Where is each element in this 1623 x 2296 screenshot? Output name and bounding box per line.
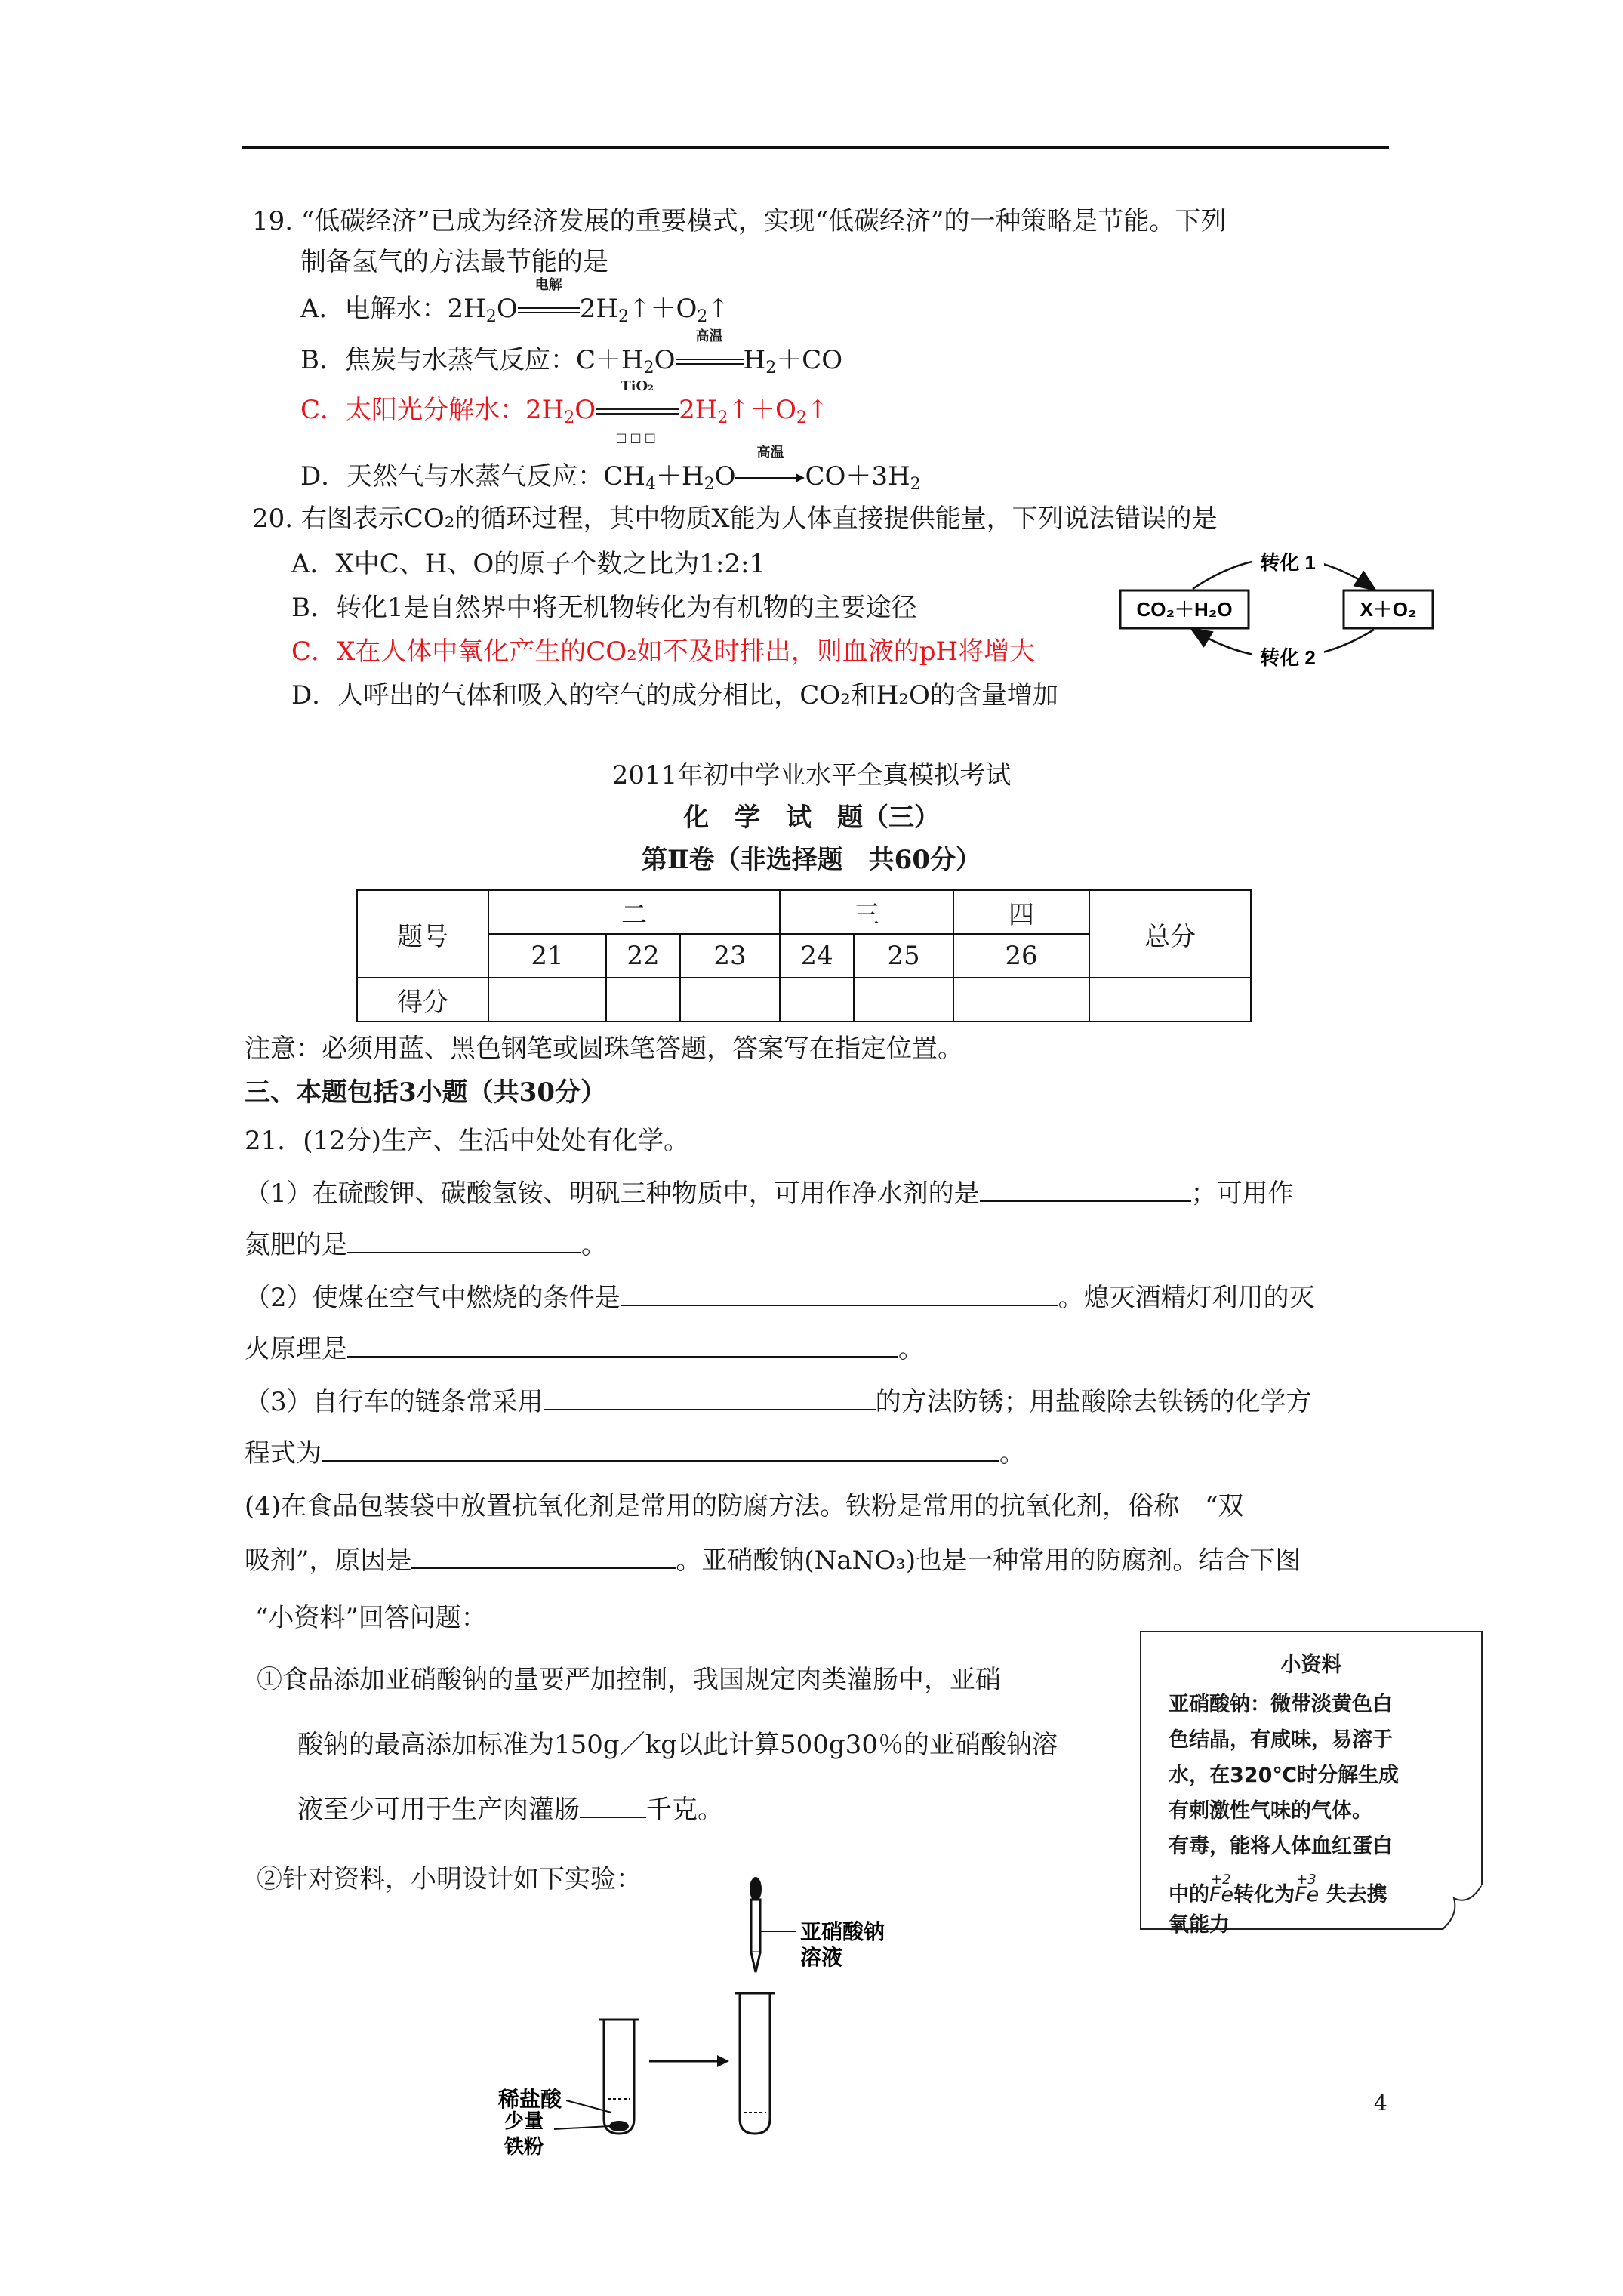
test-tube-right — [735, 1993, 775, 2134]
q19-option-a: A．电解水：$2H_2O$ 电解 $2H_2↑+O_2↑$ — [300, 277, 729, 326]
answer-blank-extinguish[interactable] — [347, 1333, 898, 1358]
q19-line2: 制备氢气的方法最节能的是 — [300, 247, 608, 277]
info-box-line1: 亚硝酸钠：微带淡黄色白 — [1169, 1693, 1393, 1716]
score-cell — [953, 978, 1089, 1022]
dropper-label-1: 亚硝酸钠 — [800, 1920, 885, 1943]
score-cell — [680, 978, 780, 1022]
answer-blank-purifier[interactable] — [980, 1178, 1191, 1202]
q21-part4-line3: “小资料”回答问题： — [255, 1603, 487, 1633]
right-box-label: X＋O₂ — [1360, 598, 1417, 621]
co2-cycle-diagram — [1110, 535, 1442, 678]
score-table-q22: 22 — [606, 934, 680, 978]
info-box-line6: 中的 +2 Fe转化为 +3 Fe 失去携 — [1169, 1872, 1387, 1906]
iron-label-1: 少量 — [504, 2110, 544, 2132]
conversion-1-label: 转化 1 — [1260, 551, 1316, 574]
score-cell — [488, 978, 606, 1022]
q20-stem: 20. 右图表示CO₂的循环过程，其中物质X能为人体直接提供能量，下列说法错误的是 — [252, 504, 1218, 534]
q20-option-c: C．X在人体中氧化产生的CO₂如不及时排出，则血液的pH将增大 — [291, 636, 1036, 667]
q20-option-d: D．人呼出的气体和吸入的空气的成分相比，CO₂和H₂O的含量增加 — [291, 680, 1058, 710]
q19-option-c: C．太阳光分解水：$2H_2O$ TiO₂ □□□ $2H_2↑+O_2↑$ — [300, 378, 829, 445]
q21-stem: 21．(12分)生产、生活中处处有化学。 — [245, 1126, 690, 1156]
q21-part4-line2: 吸剂”，原因是 。亚硝酸钠(NaNO₃)也是一种常用的防腐剂。结合下图 — [245, 1546, 1301, 1576]
q21-sub1-line2: 酸钠的最高添加标准为150g／kg以此计算500g30％的亚硝酸钠溶 — [297, 1730, 1058, 1760]
page-curl-icon — [1443, 1885, 1483, 1930]
info-box-line7: 氧能力 — [1169, 1913, 1230, 1937]
q21-part1-line1: （1）在硫酸钾、碳酸氢铵、明矾三种物质中，可用作净水剂的是 ；可用作 — [245, 1179, 1294, 1209]
answer-blank-fertilizer[interactable] — [347, 1229, 581, 1253]
answer-blank-double-absorbent[interactable] — [411, 1545, 676, 1569]
score-table — [356, 889, 1252, 1022]
acid-label: 稀盐酸 — [498, 2088, 562, 2111]
info-box-line5: 有毒，能将人体血红蛋白 — [1169, 1835, 1393, 1858]
page-number: 4 — [1374, 2091, 1387, 2116]
answer-blank-rust-prevention[interactable] — [544, 1386, 876, 1410]
info-box — [1140, 1631, 1483, 1937]
q20-option-a: A．X中C、H、O的原子个数之比为1:2:1 — [291, 549, 766, 579]
score-table-q25: 25 — [854, 934, 953, 978]
q21-sub1-line3: 液至少可用于生产肉灌肠 千克。 — [297, 1795, 723, 1825]
q21-sub2: ②针对资料，小明设计如下实验： — [257, 1864, 642, 1894]
answer-blank-equation[interactable] — [322, 1438, 999, 1462]
test-tube-left — [599, 2020, 639, 2134]
left-box-label: CO₂＋H₂O — [1136, 598, 1233, 621]
iron-label-2: 铁粉 — [504, 2135, 544, 2158]
q21-part3-line1: （3）自行车的链条常采用 的方法防锈；用盐酸除去铁锈的化学方 — [245, 1387, 1312, 1417]
answer-blank-combustion[interactable] — [621, 1282, 1058, 1306]
info-box-line4: 有刺激性气味的气体。 — [1169, 1799, 1372, 1823]
q20-option-b: B．转化1是自然界中将无机物转化为有机物的主要途径 — [291, 593, 917, 623]
score-table-q26: 26 — [953, 934, 1089, 978]
info-box-line3: 水，在320℃时分解生成 — [1169, 1764, 1400, 1787]
dropper-label-2: 溶液 — [800, 1946, 843, 1969]
exam-part: 第Ⅱ卷（非选择题 共60分） — [642, 845, 981, 875]
exam-subject: 化 学 试 题（三） — [683, 803, 940, 833]
header-rule — [242, 146, 1389, 149]
q19-option-d: D．天然气与水蒸气反应：$CH_4+H_2O$ 高温 $CO+3H_2$ — [300, 445, 921, 494]
q21-part2-line1: （2）使煤在空气中燃烧的条件是 。熄灭酒精灯利用的灭 — [245, 1283, 1315, 1313]
score-table-total: 总分 — [1089, 890, 1251, 978]
answer-blank-sausage-kg[interactable] — [580, 1794, 646, 1818]
dropper-icon — [750, 1877, 762, 1972]
q21-part4-line1: (4)在食品包装袋中放置抗氧化剂是常用的防腐方法。铁粉是常用的抗氧化剂，俗称 “双 — [245, 1491, 1244, 1521]
q21-part1-line2: 氮肥的是 。 — [245, 1230, 607, 1260]
score-table-header-score: 得分 — [357, 978, 488, 1022]
info-box-line2: 色结晶，有咸味，易溶于 — [1169, 1728, 1393, 1752]
score-cell — [780, 978, 854, 1022]
score-table-group-3: 三 — [780, 890, 953, 934]
q19-line1: 19. “低碳经济”已成为经济发展的重要模式，实现“低碳经济”的一种策略是节能。下列 — [252, 206, 1227, 236]
score-table-q24: 24 — [780, 934, 854, 978]
exam-title: 2011年初中学业水平全真模拟考试 — [611, 760, 1012, 791]
q19-option-b: B．焦炭与水蒸气反应：$C+H_2O$ 高温 $H_2+CO$ — [300, 328, 843, 378]
score-table-q23: 23 — [680, 934, 780, 978]
q21-part2-line2: 火原理是 。 — [245, 1334, 924, 1364]
info-box-title: 小资料 — [1280, 1653, 1342, 1677]
score-cell — [1089, 978, 1251, 1022]
score-table-q21: 21 — [488, 934, 606, 978]
score-table-header-number: 题号 — [357, 890, 488, 978]
experiment-illustration — [491, 1872, 944, 2158]
notice: 注意：必须用蓝、黑色钢笔或圆珠笔答题，答案写在指定位置。 — [245, 1034, 963, 1064]
score-cell — [606, 978, 680, 1022]
score-table-group-2: 二 — [488, 890, 780, 934]
q21-part3-line2: 程式为 。 — [245, 1438, 1025, 1469]
q21-sub1-line1: ①食品添加亚硝酸钠的量要严加控制，我国规定肉类灌肠中，亚硝 — [257, 1665, 1001, 1695]
conversion-2-label: 转化 2 — [1260, 646, 1316, 669]
score-table-group-4: 四 — [953, 890, 1089, 934]
section-3-heading: 三、本题包括3小题（共30分） — [245, 1077, 606, 1108]
score-cell — [854, 978, 953, 1022]
